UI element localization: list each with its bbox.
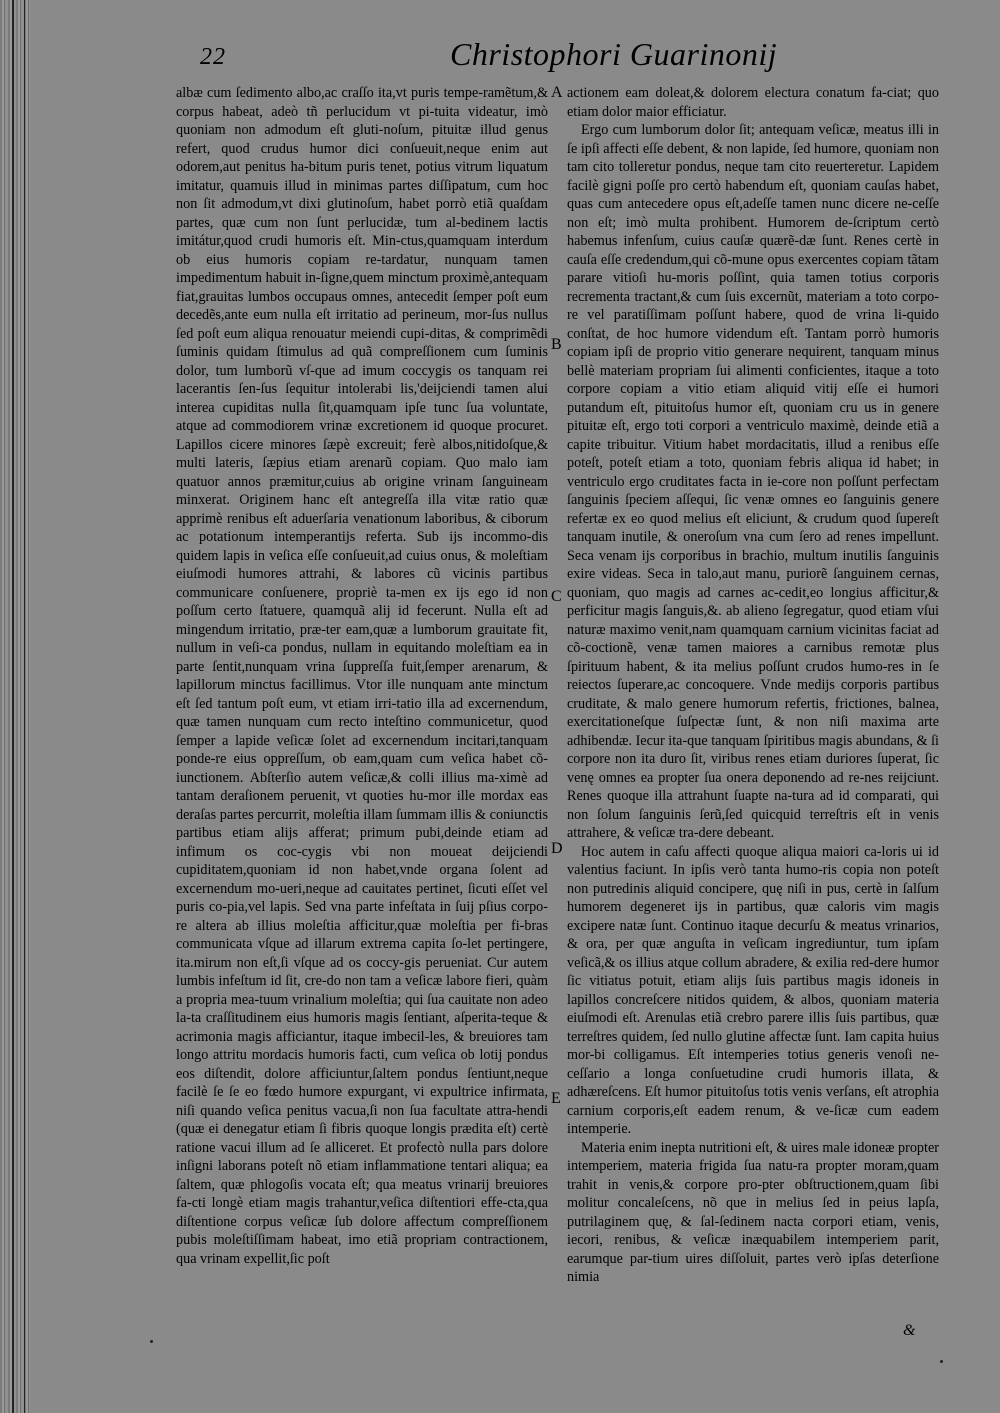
right-paragraph: actionem eam doleat,& dolorem electura conatum fa-ciat; quo etiam dolor maior efficiatur. <box>567 85 939 120</box>
ink-speck <box>940 1360 943 1363</box>
margin-letter-d: D <box>551 840 563 857</box>
binding-line <box>12 0 14 1413</box>
right-paragraph: Hoc autem in caſu affecti quoque aliqua maiori ca-loris ui id valentius faciunt. In ipſis verò tanta humo-ris copia non poteſt non putredinis aliquid concipere, quę niſi in pus, certè in ſalſum humorem degeneret ijs in partibus, quæ caloris vim magis excipere natæ ſunt. Continuo itaque decurſu & meatus vrinarios, & ora, per quæ anguſta in veſicam ingrediuntur, tum ipſam veſicã,& os illius atque collum abradere, & exilia red-dere humor ſic vitiatus potuit, etiam alijs ſuis partibus magis idoneis in lapillos concreſcere nitidos quidem, & albos, quoniam materia eiuſmodi eſt. Arenulas etiã crebro parere illis ſuis partibus, quæ terreſtres quidem, ſed nullo glutine affectæ ſunt. Iam capita huius mor-bi colligamus. Eſt intemperies totius generis venoſi ne-ceſſario a longa conſuetudine crudi humoris illata, & adhæreſcens. Eſt humor pituitoſus totis venis verſans, eſt atrophia carnium corporis,eſt eadem renum, & ve-ſicæ cum eadem intemperie. <box>567 843 939 1137</box>
left-column-text: albæ cum ſedimento albo,ac craſſo ita,vt puris tempe-ramẽtum,& corpus habeat, adeò tñ perlucidum vt pi-tuita videatur, imò quoniam non admodum eſt gluti-noſum, pituitæ illud genus refert, quod crudus humor dici conſueuit,neque enim aut odorem,aut penitus ha-bitum puris tenet, potius vitrum liquatum imitatur, quamuis illud in minimas partes diſſipatum, cum hoc non ſit admodum,vt dixi glutinoſum, habet porrò etiã quaſdam partes, quæ cum non ſunt perlucidæ, tum al-bedinem lactis imitátur,quod crudi humoris eſt. Min-ctus,quamquam interdum ob eius humoris copiam re-tardatur, nunquam tamen impedimentum habuit in-ſigne,quem minctum proximè,antequam fiat,grauitas lumbos occupaus omnes, antecedit ſemper poſt eum decedẽs,ante eum nulla eſt irritatio ad perineum, mor-ſus nullus ſed poſt eum aliqua renouatur meiendi cupi-ditas, & comprimẽdi ſuminis quidam ſtimulus ad quã compreſſionem cum ſuminis dolor, tum lumborũ vſ-que ad imum coccygis os tanquam rei lacerantis ſen-ſus ſequitur intolerabi lis,'deijciendi tamen alui interea cupiditas nulla ſit,quamquam ipſe tunc ſua voluntate, atque ad commodiorem vrinæ excretionem id quoque procuret. Lapillos cicere minores ſæpè excreuit; ferè albos,nitidoſque,& multi lateris, ſæpius etiam arenarũ copiam. Quo malo iam quatuor annos præmitur,cuius ab origine vrinam ſanguineam minxerat. Originem hanc eſt antegreſſa illa vitæ ratio quæ apprimè renibus eſt aduerſaria venationum laboribus, & ciborum ac potationum intemperantijs referta. Sub ijs incommo-dis quidem lapis in veſica eſſe conſueuit,ad cuius onus, & moleſtiam eiuſmodi humores attrahi, & labores cũ vicinis partibus communicare conſuenere, propriè ta-men ex ijs ego id non poſſum certo ſtatuere, quamquã alij id fecerunt. Nulla eſt ad mingendum irritatio, præ-ter eam,quæ a lumborum grauitate fit, nullum in veſi-ca pondus, nullam in equitando moleſtiam ea in parte ſentit,nunquam vrina ſuppreſſa fuit,ſemper arenarum, & lapillorum minctus facillimus. Vtor ille nunquam ante minctum eſt ſed tantum poſt eum, vt etiam irri-tatio illa ad excernendum, quæ tamen nunquam cum recto inteſtino communicetur, quod ſemper a lapide veſicæ ſolet ad excernendum incitari,tanquam ponde-re eius oppreſſum, ob eam,quam cum veſica habet cõ-iunctionem. Abſterſio autem veſicæ,& colli illius ma-ximè ad tantam deraſionem peruenit, vt quoties hu-mor ille mordax eas deraſas partes percurrit, moleſtia illam ſummam illis & coniunctis partibus etiam alijs afferat; primum pubi,deinde etiam ad infimum os coc-cygis vbi non moueat deijciendi cupiditatem,quoniam id non habet,vnde organa ſolent ad excernendum mo-ueri,neque ad cauitates pertinet, ſicuti eſſet vel puris co-pia,vel lapis. Sed vna parte infeſtata in ſuij pſius corpo-re altera ab illius moleſtia afficitur,quæ moleſtia per fi-bras communicata vſque ad illarum extrema capita ſo-let pertingere, ita.mirum non eſt,ſi vſque ad os coccy-gis perueniat. Cur autem lumbis infeſtum id ſit, cre-do non tam a veſicæ labore fieri, quàm a propria mea-tuum vrinalium moleſtia; qui ſua cauitate non adeo la-ta craſſitudinem eius humoris magis ſentiant, aſperita-teque & acrimonia magis afficiantur, itaque imbecil-les, & breuiores tam longo attritu mordacis humoris facti, cum veſica ob lotij pondus eos diſtendit, dolore afficiuntur,ſaltem pondus ſentiunt,neque facilè ſe ſe eo fœdo humore expurgant, vi expultrice infirmata, niſi quando veſica penitus vacua,ſi non ſua facultate attra-hendi (quæ ei denegatur etiam ſi fibris quoque longis prædita eſt) certè ratione vacui illum ad ſe alliceret. Et profectò nulla pars dolore inſigni laborans poteſt nõ etiam inflammatione tentari aliqua; ea ſaltem, quæ phlogoſis vocata eſt; qua meatus vrinarij breuiores fa-cti longè etiam magis trahantur,veſica diſtentiori effe-cta,qua diſtentione corpus veſicæ ſub dolore affectum compreſſionem pubis moleſtiſſimam habeat, imo etiã propriam contractionem, qua vrinam expellit,ſic poſt <box>176 85 548 1267</box>
left-column <box>176 84 548 1268</box>
right-paragraph: Materia enim inepta nutritioni eſt, & uires male idoneæ propter intemperiem, materia frigida ſua natu-ra propter moram,quam trahit in venis,& corpore pro-pter obſtructionem,quam ſibi molitur concaleſcens, nõ que in melius ſed in peius lapſa, putrilaginem quę, & ſal-ſedinem nacta corpori etiam, venis, iecori, renibus, & veſicæ inæquabilem intemperiem parit, earumque par-tium uires diſſoluit, partes verò ipſas deterſione nimia <box>567 1139 939 1285</box>
running-head: Christophori Guarinonij <box>450 36 778 72</box>
right-column <box>567 84 939 1287</box>
page-number: 22 <box>200 44 226 70</box>
margin-letter-e: E <box>551 1090 561 1107</box>
binding-line <box>24 0 25 1413</box>
ink-speck <box>150 1340 153 1343</box>
margin-letter-a: A <box>551 84 563 101</box>
right-paragraph: Ergo cum lumborum dolor ſit; antequam veſicæ, meatus illi in ſe ipſi affecti eſſe debent, & non lapide, ſed humore, quoniam non tam cito tolleretur pondus, neque tam cito reuerteretur. Lapidem facilè gigni poſſe pro certò habendum eſt, quoniam cauſas habet, quas cum antecedere opus eſt,adeſſe tamen nunc dicere ne-ceſſe non eſt; imò multa prohibent. Humorem de-ſcriptum certò habemus infenſum, cuius cauſæ quærẽ-dæ ſunt. Renes certè in cauſa eſſe credendum,qui cõ-mune opus exercentes copiam tãtam parare vitioſi hu-moris poſſint, quia tamen totius corporis recrementa tractant,& cum ſuis excernũt, materiam a toto corpo-re vel paratiſſimam poſſunt habere, quod de vrina li-quido conſtat, de hoc humore videndum eſt. Tantam porrò humoris copiam ipſi de proprio vitio generare nequirent, tanquam minus bellè materiam propriam ſui alimenti conficientes, itaque a toto corpore copiam a vitio etiam aliquid vitij eſſe ei humori putandum eſt, pituitoſus humor eſt, quoniam cru us in genere pituitæ eſt, ergo toti corpori a ventriculo maximè, deinde etiã a capite tribuitur. Vitium habet mordacitatis, illud a renibus eſſe poteſt, poteſt etiam a toto, quoniam febris aliqua id habet; in ventriculo ergo cruditates facta in ie-core non poſſunt perfectam ſanguinis ſpeciem aſſequi, ſic venæ omnes eo ſanguinis genere refertæ ex eo quod melius eſt eliciunt, & crudum quod ſupereſt tanquam inutile, & oneroſum vna cum ſero ad renes impellunt. Seca venam ijs corporibus in brachio, multum inutilis ſanguinis exire videas. Seca in talo,aut manu, puriorẽ ſanguinem cernas, quoniam, quo magis ad carnes ac-cedit,eo longius afficitur,& perficitur magis ſanguis,&. ab alieno ſegregatur, quod etiam vſui naturæ maximo venit,nam quamquam carnium vicinitas faciat ad cõ-coctionẽ, venæ tamen maiores a carnibus remotæ plus ſpirituum habent, & ita melius poſſunt crudos humo-res in ſe reiectos ſuperare,ac concoquere. Vnde medijs corporis partibus cruditate, & malo genere humorum refertis, frictiones, balnea, exercitationeſque ſuſpectæ ſunt, & non niſi maxima arte adhibendæ. Iecur ita-que tanquam ſpiritibus magis abundans, & ſi corpore non ita duro ſit, viribus renes etiam duriores ſuperat, ſic venę omnes ea propter ſua onera deponendo ad re-nes reijciunt. Renes quoque illa attrahunt ſuapte na-tura ad id comparati, qui non ſolum ſanguinis ſerũ,ſed quicquid terreſtris eſt in venis attrahere, & veſicæ tra-dere debeant. <box>567 122 939 841</box>
margin-letter-b: B <box>551 336 562 353</box>
margin-letter-c: C <box>551 588 562 605</box>
catchword: & <box>903 1322 916 1339</box>
book-binding-edge <box>0 0 30 1413</box>
